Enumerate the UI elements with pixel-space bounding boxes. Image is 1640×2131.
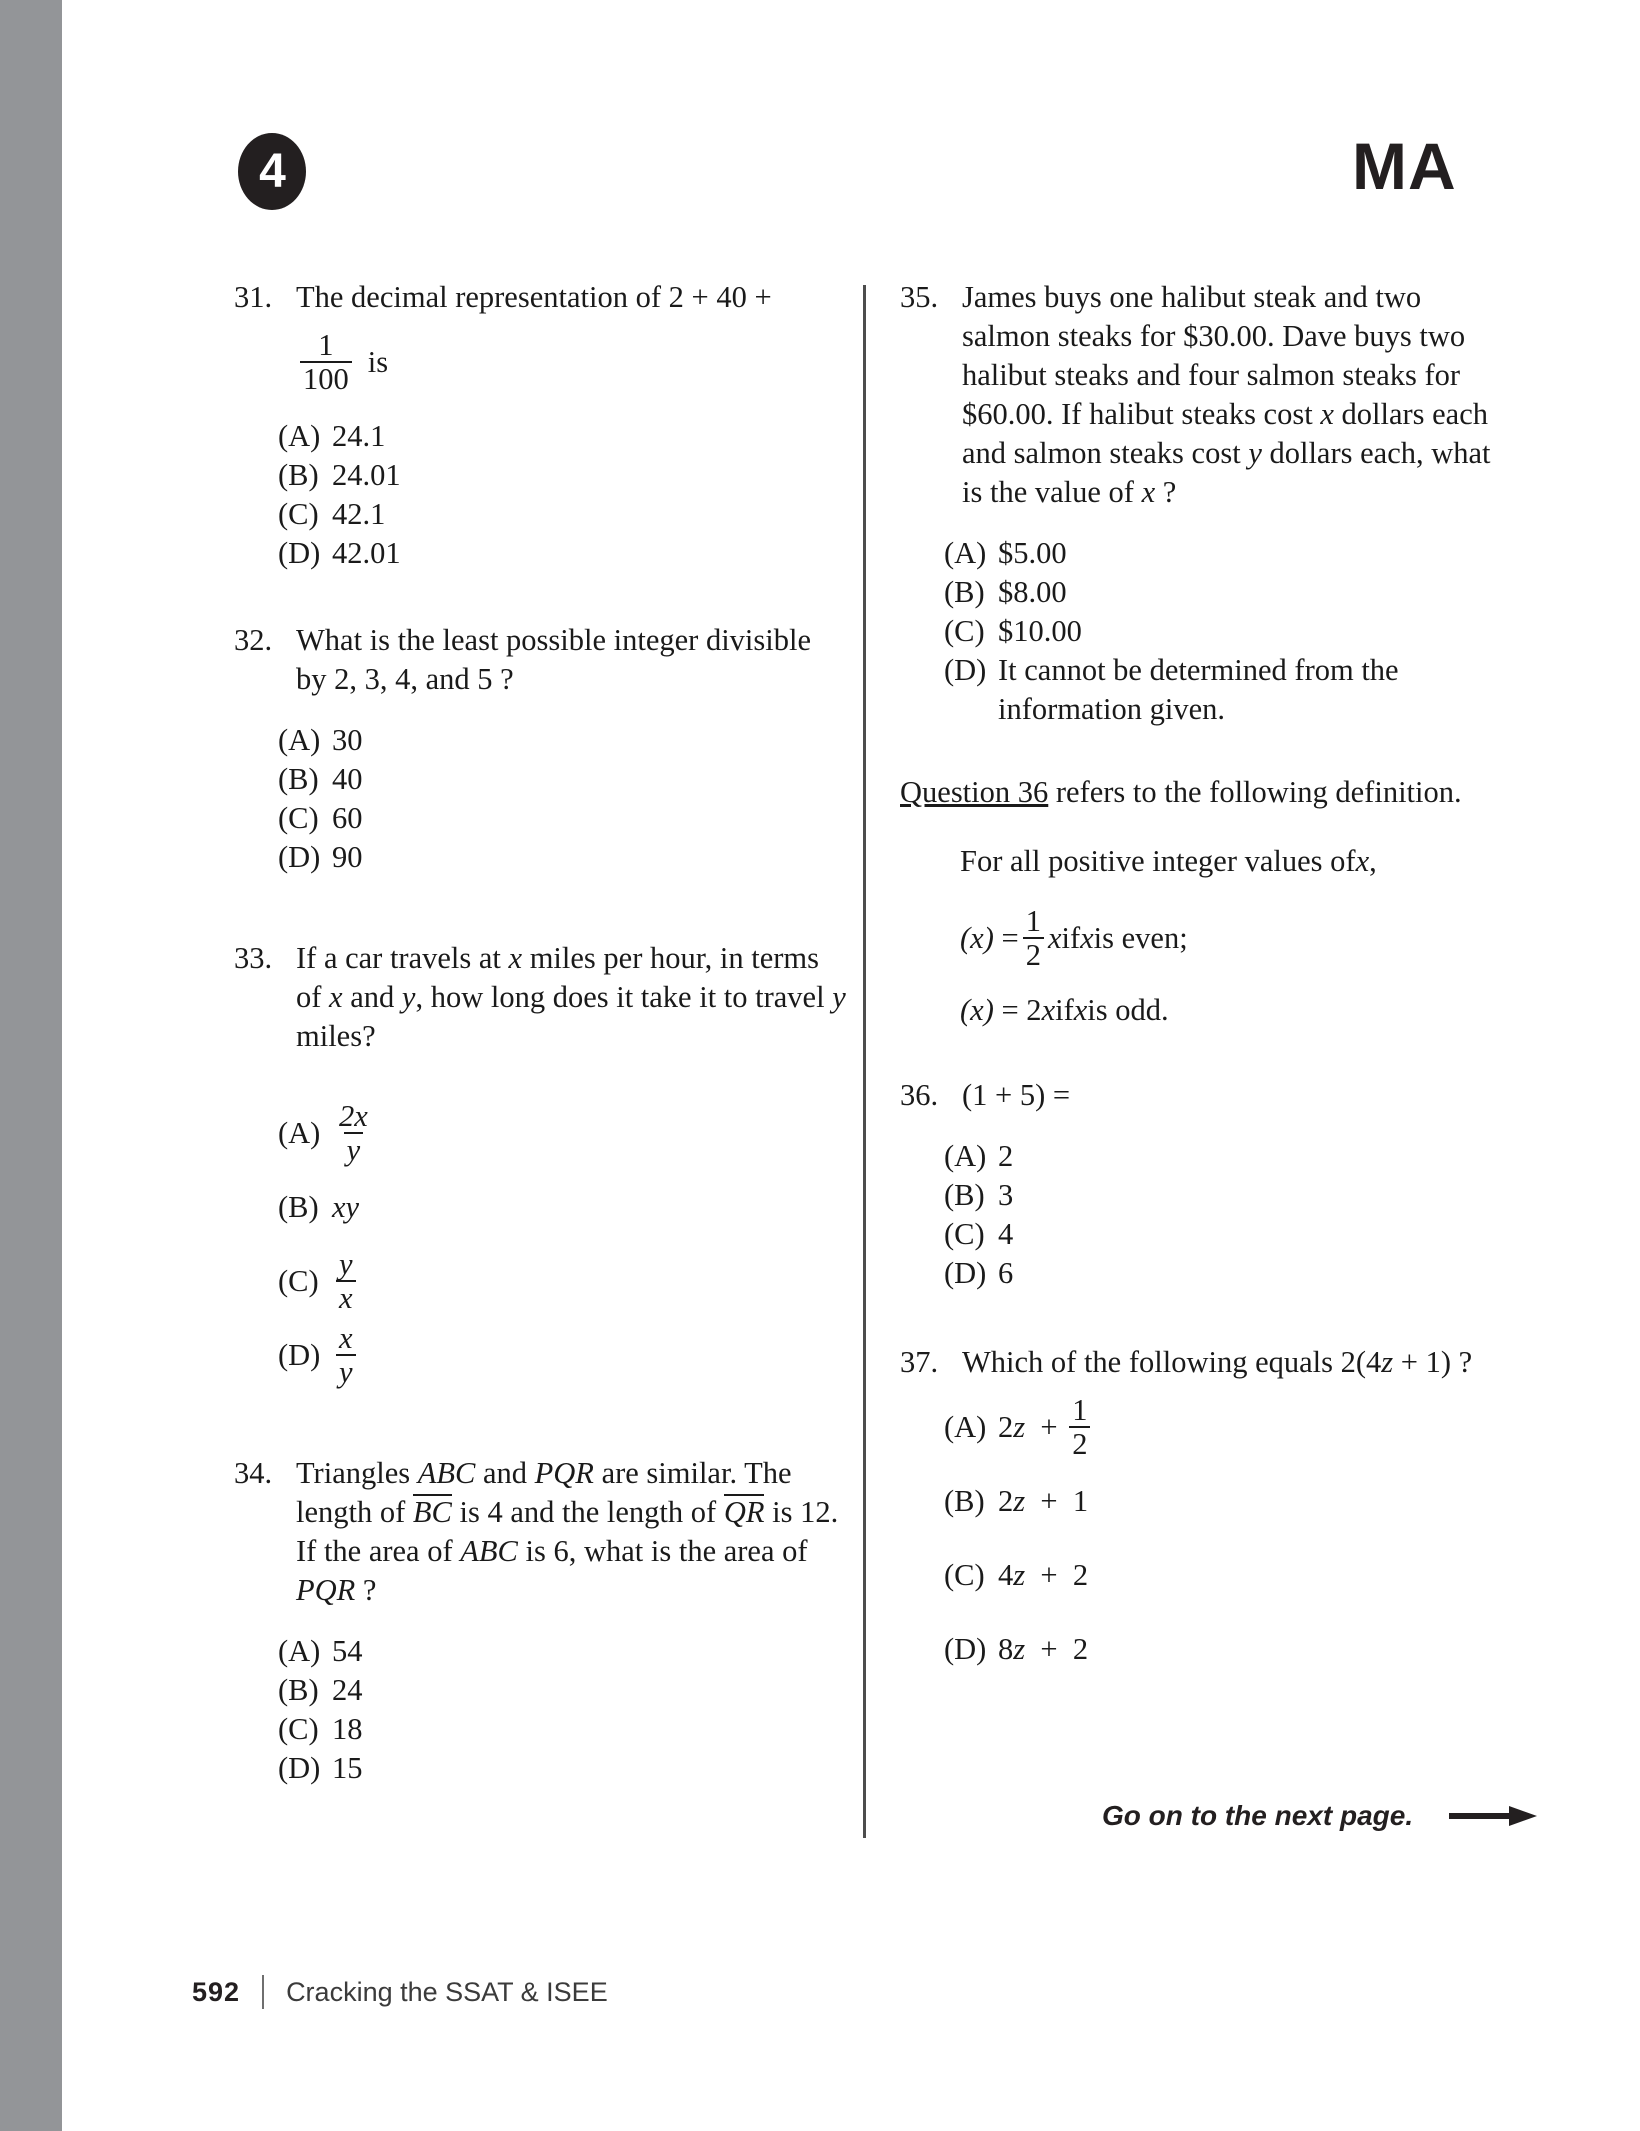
choice-value: 2	[998, 1139, 1014, 1173]
def-line3-var: x	[1041, 993, 1056, 1027]
choice-value: $8.00	[998, 575, 1067, 609]
choice-value: 54	[332, 1634, 363, 1669]
choice-letter: (A)	[278, 1634, 321, 1669]
choice-c[interactable]	[234, 799, 846, 838]
stem-a: Which of the following equals 2(4	[962, 1345, 1382, 1379]
question-33	[234, 939, 846, 1392]
stem-a: Triangles	[296, 1456, 418, 1491]
segment-qr-overline: QR	[723, 1495, 765, 1530]
choice-prefix: 2z +	[998, 1409, 1066, 1444]
stem-b: miles per hour, in terms of	[296, 941, 820, 1015]
choice-value	[306, 1100, 846, 1166]
fraction-numerator: 1	[1025, 903, 1041, 938]
def-line1-a: For all positive integer values of	[960, 844, 1356, 878]
choice-c[interactable]	[234, 1710, 846, 1749]
choice-value: $5.00	[998, 536, 1067, 570]
definition-intro-rest: refers to the following definition.	[1048, 775, 1462, 809]
left-question-column	[234, 278, 846, 1788]
question-37	[900, 1343, 1512, 1686]
choice-d[interactable]	[234, 1318, 846, 1392]
choice-c[interactable]	[900, 612, 1512, 651]
question-34-number: 34.	[234, 1456, 273, 1491]
choice-b[interactable]	[900, 1176, 1512, 1215]
question-33-number: 33.	[234, 941, 273, 976]
choice-value: 42.1	[332, 497, 386, 532]
choice-fraction	[336, 1100, 371, 1166]
choice-letter: (D)	[944, 1256, 987, 1290]
choice-fraction	[1069, 1394, 1090, 1460]
question-36-stem: (1 + 5) =	[962, 1078, 1071, 1112]
question-33-choices	[234, 1096, 846, 1392]
choice-b[interactable]	[234, 1671, 846, 1710]
choice-b[interactable]	[234, 456, 846, 495]
fraction-denominator: 2	[1069, 1426, 1090, 1460]
choice-letter: (B)	[944, 1178, 985, 1212]
choice-value: 24.01	[332, 458, 401, 493]
segment-bc-overline: BC	[412, 1495, 452, 1530]
def-line3-c: is odd.	[1087, 993, 1169, 1027]
def-line2-end: is even;	[1093, 920, 1188, 955]
choice-letter: (A)	[278, 419, 321, 454]
choice-value: 3	[998, 1178, 1014, 1212]
stem-d: ?	[1155, 475, 1177, 509]
choice-a[interactable]	[900, 1137, 1512, 1176]
question-35-choices	[900, 534, 1512, 729]
stem-f: is 6, what is the area of	[517, 1534, 808, 1569]
stem-e: miles?	[296, 1019, 376, 1054]
question-33-stem	[296, 939, 846, 1056]
choice-value: 40	[332, 762, 363, 797]
choice-value: 8 z + 2	[998, 1631, 1089, 1666]
choice-value: It cannot be determined from the information given.	[998, 653, 1399, 726]
stem-e: is 12. If the area of	[296, 1495, 839, 1569]
question-31-choices	[234, 417, 846, 573]
choice-a[interactable]	[234, 721, 846, 760]
choice-letter: (D)	[278, 1337, 321, 1372]
choice-d[interactable]	[900, 1254, 1512, 1293]
stem-var-z: z	[1381, 1345, 1394, 1379]
choice-b[interactable]	[900, 573, 1512, 612]
question-31	[234, 278, 846, 573]
choice-value: 60	[332, 801, 363, 836]
choice-letter: (B)	[278, 458, 319, 493]
definition-block	[900, 842, 1512, 1030]
choice-value	[972, 1394, 1512, 1460]
question-34-stem	[296, 1454, 846, 1610]
question-32	[234, 621, 846, 877]
choice-letter: (A)	[278, 1115, 321, 1150]
question-37-number: 37.	[900, 1345, 939, 1379]
choice-b[interactable]	[234, 760, 846, 799]
question-37-choices	[900, 1390, 1512, 1686]
stem-c: and	[342, 980, 402, 1015]
choice-letter: (B)	[278, 1673, 319, 1708]
question-36-choices	[900, 1137, 1512, 1293]
stem-b: dollars each and salmon steaks cost	[962, 397, 1488, 470]
choice-fraction	[336, 1248, 356, 1314]
choice-fraction	[336, 1322, 356, 1388]
subject-code-label: MA	[1352, 129, 1457, 203]
choice-letter: (B)	[278, 1189, 319, 1224]
stem-b: and	[475, 1456, 535, 1491]
question-35-stem	[962, 278, 1512, 512]
choice-b[interactable]	[900, 1464, 1512, 1538]
choice-value: $10.00	[998, 614, 1082, 648]
stem-c: dollars each, what is the value of	[962, 436, 1491, 509]
choice-letter: (C)	[278, 1712, 319, 1747]
stem-var-y: y	[401, 980, 416, 1015]
choice-d[interactable]	[234, 838, 846, 877]
question-34	[234, 1454, 846, 1788]
question-32-stem: What is the least possible integer divisible by 2, 3, 4, and 5 ?	[296, 623, 812, 697]
choice-b[interactable]	[234, 1170, 846, 1244]
stem-a: If a car travels at	[296, 941, 509, 976]
def-line2-lhs: (x) =	[960, 920, 1019, 955]
right-arrow-icon	[1449, 1806, 1537, 1826]
question-36	[900, 1076, 1512, 1293]
choice-c[interactable]	[234, 1244, 846, 1318]
choice-value: 24	[332, 1673, 363, 1708]
choice-letter: (B)	[944, 1483, 985, 1518]
stem-g: ?	[355, 1573, 377, 1608]
def-line3-var2: x	[1073, 993, 1088, 1027]
def-line3-a: (x) = 2	[960, 993, 1042, 1027]
choice-value: 4 z + 2	[998, 1557, 1089, 1592]
def-line2-var2: x	[1080, 920, 1094, 955]
choice-letter: (D)	[944, 653, 987, 687]
question-35-number: 35.	[900, 280, 939, 314]
definition-intro	[900, 773, 1512, 812]
section-number-badge: 4	[238, 133, 306, 210]
question-37-stem	[962, 1343, 1512, 1382]
choice-c[interactable]	[900, 1538, 1512, 1612]
choice-d[interactable]	[900, 651, 1512, 729]
choice-a[interactable]	[900, 1390, 1512, 1464]
stem-c: are similar. The length of	[296, 1456, 792, 1530]
def-line3-b: if	[1055, 993, 1074, 1027]
definition-line-3	[960, 991, 1512, 1030]
question-31-stem	[296, 278, 846, 395]
question-34-choices	[234, 1632, 846, 1788]
choice-letter: (B)	[944, 575, 985, 609]
choice-letter: (C)	[278, 497, 319, 532]
stem-var-y: y	[1248, 436, 1262, 470]
fraction-denominator: x	[336, 1280, 356, 1314]
definition-line-1	[960, 842, 1512, 881]
question-35	[900, 278, 1512, 729]
question-31-number: 31.	[234, 280, 273, 314]
def-line2-var: x	[1047, 920, 1062, 955]
choice-letter: (C)	[944, 614, 985, 648]
choice-letter: (D)	[278, 1751, 321, 1786]
page-number: 592	[192, 1976, 241, 2007]
question-31-fraction	[300, 329, 352, 395]
fraction-numerator: 1	[1072, 1392, 1088, 1427]
choice-letter: (A)	[944, 1409, 987, 1444]
choice-d[interactable]	[234, 1749, 846, 1788]
footer-divider	[262, 1975, 264, 2009]
choice-letter: (C)	[278, 1263, 319, 1298]
choice-value: 4	[998, 1217, 1014, 1251]
question-32-choices	[234, 721, 846, 877]
choice-a[interactable]	[234, 417, 846, 456]
fraction-numerator: 1	[318, 328, 334, 362]
book-title: Cracking the SSAT & ISEE	[286, 1976, 608, 2007]
triangle-pqr-label: PQR	[534, 1456, 594, 1491]
choice-letter: (A)	[944, 1139, 987, 1173]
stem-var-y2: y	[832, 980, 846, 1015]
choice-letter: (C)	[944, 1217, 985, 1251]
triangle-abc-label-2: ABC	[460, 1534, 518, 1569]
stem-var-x: x	[508, 941, 523, 976]
choice-a[interactable]	[234, 1096, 846, 1170]
choice-value	[306, 1248, 846, 1314]
choice-c[interactable]	[900, 1215, 1512, 1254]
choice-value: 90	[332, 840, 363, 875]
stem-d: , how long does it take it to travel	[415, 980, 833, 1015]
choice-value	[306, 1322, 846, 1388]
page-edge-gray-bar	[0, 0, 62, 2131]
choice-letter: (D)	[278, 536, 321, 571]
def-line2-rhs: if	[1061, 920, 1081, 955]
choice-value: 6	[998, 1256, 1014, 1290]
question-36-number: 36.	[900, 1078, 939, 1112]
definition-line-2	[960, 899, 1512, 977]
choice-letter: (A)	[944, 536, 987, 570]
right-question-column	[900, 278, 1512, 1686]
choice-value: 2 z + 1	[998, 1483, 1089, 1518]
question-32-number: 32.	[234, 623, 273, 658]
choice-d[interactable]	[900, 1612, 1512, 1686]
fraction-numerator: y	[339, 1247, 353, 1282]
stem-a: James buys one halibut steak and two salmon steaks for $30.00. Dave buys two halibut steaks and four salmon steaks for $60.00. If halibut steaks cost	[962, 280, 1466, 431]
fraction-denominator: 100	[300, 361, 352, 395]
fraction-denominator: y	[344, 1132, 364, 1166]
triangle-abc-label: ABC	[417, 1456, 476, 1491]
fraction-denominator: y	[336, 1354, 356, 1388]
go-on-text: Go on to the next page.	[1102, 1800, 1414, 1831]
choice-letter: (B)	[278, 762, 319, 797]
page-canvas	[62, 0, 1640, 2131]
choice-value: 15	[332, 1751, 363, 1786]
choice-a[interactable]	[900, 534, 1512, 573]
triangle-pqr-label-2: PQR	[296, 1573, 356, 1608]
choice-d[interactable]	[234, 534, 846, 573]
fraction-numerator: x	[339, 1321, 353, 1356]
stem-var-x2: x	[329, 980, 343, 1015]
def-line1-b: ,	[1369, 844, 1377, 878]
page-footer	[192, 1975, 608, 2009]
fraction-numerator: 2x	[339, 1099, 368, 1134]
stem-var-x2: x	[1141, 475, 1156, 509]
choice-letter: (C)	[278, 801, 319, 836]
definition-intro-link: Question 36	[900, 775, 1049, 809]
column-divider	[863, 285, 866, 1838]
stem-var-x: x	[1320, 397, 1334, 431]
stem-b: + 1) ?	[1393, 1345, 1473, 1379]
choice-value: 42.01	[332, 536, 401, 571]
question-31-stem-part2: is	[367, 344, 389, 379]
choice-value: 18	[332, 1712, 363, 1747]
go-on-notice	[1102, 1800, 1537, 1832]
def-fraction-half	[1023, 905, 1044, 971]
choice-value: 24.1	[332, 419, 386, 454]
choice-value: 30	[332, 723, 363, 758]
choice-letter: (D)	[944, 1631, 987, 1666]
question-31-stem-part1: The decimal representation of 2 + 40 +	[296, 280, 772, 314]
stem-d: is 4 and the length of	[451, 1495, 724, 1530]
fraction-denominator: 2	[1023, 937, 1044, 971]
def-line1-var: x	[1355, 844, 1370, 878]
choice-a[interactable]	[234, 1632, 846, 1671]
choice-letter: (C)	[944, 1557, 985, 1592]
choice-c[interactable]	[234, 495, 846, 534]
choice-value: xy	[332, 1189, 360, 1224]
choice-letter: (A)	[278, 723, 321, 758]
choice-letter: (D)	[278, 840, 321, 875]
